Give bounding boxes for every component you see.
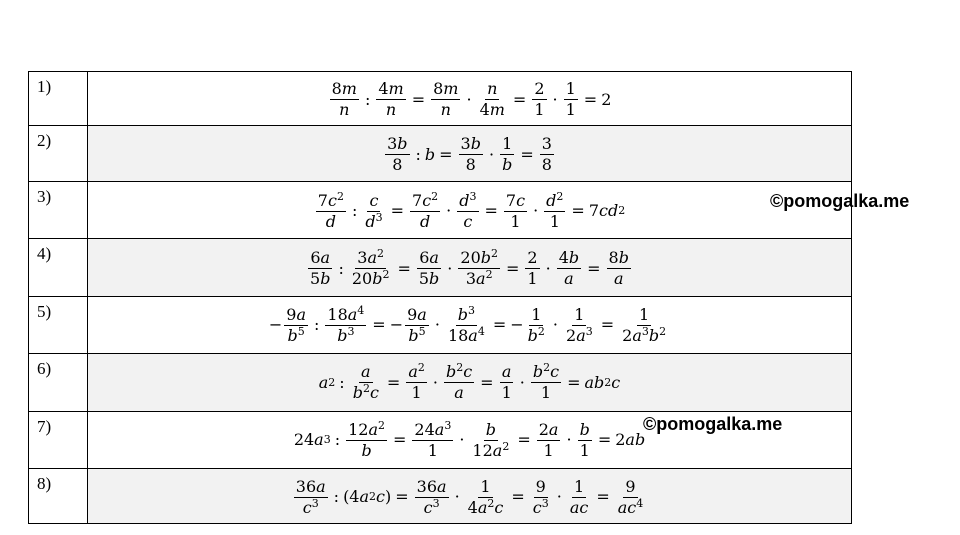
equation: $\frac{8m}{n}$ : $\frac{4m}{n}$ = $\frac{8m}{n}$ · $\frac{n}{4m}$ = $\frac{2}{1}$ · $\frac{1}{1}$ = 2 (88, 72, 852, 126)
watermark: ©pomogalka.me (643, 414, 783, 434)
table-row (29, 182, 852, 239)
table-row (29, 469, 852, 524)
row-number: 5) (29, 297, 88, 354)
row-number: 3) (29, 182, 88, 239)
row-number: 4) (29, 239, 88, 297)
row-number: 1) (29, 72, 88, 126)
equation: $\frac{7c^2}{d}$ : $\frac{c}{d^3}$ = $\frac{7c^2}{d}$ · $\frac{d^3}{c}$ = $\frac{7c}{1}$ · $\frac{d^2}{1}$ = 7 cd 2 (88, 182, 852, 239)
equation: $\frac{36a}{c^3}$ : (4 a 2 c ) = $\frac{36a}{c^3}$ · $\frac{1}{4a^2c}$ = $\frac{9}{c^3}$ · $\frac{1}{ac}$ = $\frac{9}{ac^4}$ (88, 469, 852, 524)
table-row (29, 297, 852, 354)
row-number: 8) (29, 469, 88, 524)
equation: − $\frac{9a}{b^5}$ : $\frac{18a^4}{b^3}$ = − $\frac{9a}{b^5}$ · $\frac{b^3}{18a^4}$ = − $\frac{1}{b^2}$ · $\frac{1}{2a^3}$ = $\frac{1}{2a^3b^2}$ (88, 297, 852, 354)
table-row (29, 354, 852, 412)
equation: $\frac{6a}{5b}$ : $\frac{3a^2}{20b^2}$ = $\frac{6a}{5b}$ · $\frac{20b^2}{3a^2}$ = $\frac{2}{1}$ · $\frac{4b}{a}$ = $\frac{8b}{a}$ (88, 239, 852, 297)
equation: $\frac{3b}{8}$ : b = $\frac{3b}{8}$ · $\frac{1}{b}$ = $\frac{3}{8}$ (88, 126, 852, 182)
equation: 24 a 3 : $\frac{12a^2}{b}$ = $\frac{24a^3}{1}$ · $\frac{b}{12a^2}$ = $\frac{2a}{1}$ · $\frac{b}{1}$ = 2 ab (88, 412, 852, 469)
row-number: 6) (29, 354, 88, 412)
row-number: 7) (29, 412, 88, 469)
solutions-table (28, 71, 852, 524)
watermark: ©pomogalka.me (770, 191, 910, 211)
equation: a 2 : $\frac{a}{b^2c}$ = $\frac{a^2}{1}$ · $\frac{b^2c}{a}$ = $\frac{a}{1}$ · $\frac{b^2c}{1}$ = ab 2 c (88, 354, 852, 412)
table-row (29, 239, 852, 297)
row-number: 2) (29, 126, 88, 182)
table-row (29, 72, 852, 126)
table-row (29, 126, 852, 182)
